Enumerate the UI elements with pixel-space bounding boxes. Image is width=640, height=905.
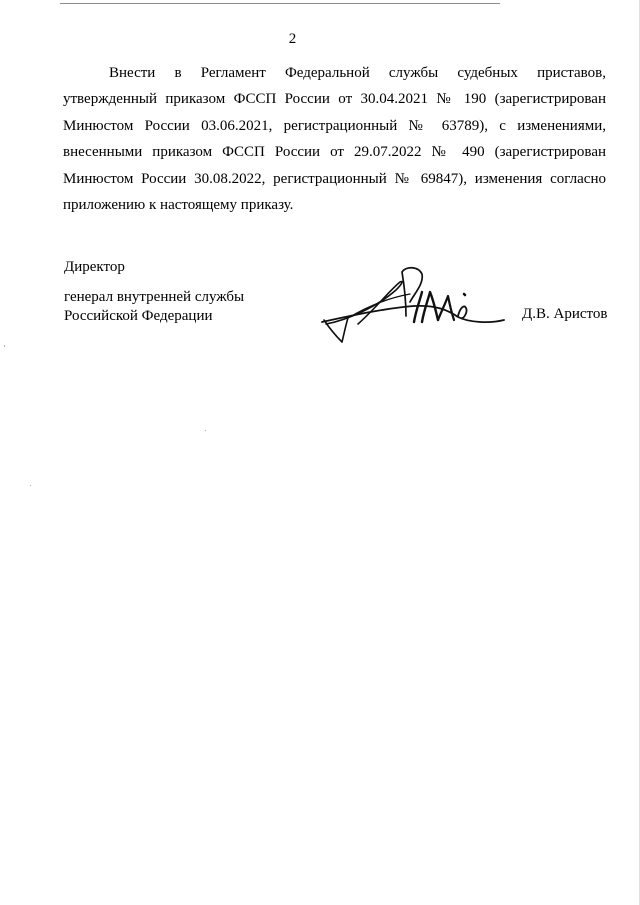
- scan-speck: [4, 345, 5, 347]
- scan-speck: [30, 485, 31, 486]
- signer-rank-line-2: Российской Федерации: [64, 308, 213, 324]
- main-paragraph: Внести в Регламент Федеральной службы судебных приставов, утвержденный приказом ФССП России от 30.04.2021 № 190 (зарегистрирован Минюстом России 03.06.2021, регистрационный № 63789), с изменениями, внесенными приказом ФССП России от 29.07.2022 № 490 (зарегистрирован Минюстом России 30.08.2022, регистрационный № 69847), изменения согласно приложению к настоящему приказу.: [63, 65, 606, 214]
- signer-name: Д.В. Аристов: [522, 306, 608, 322]
- signer-position: Директор: [64, 259, 125, 275]
- signer-rank-line-1: генерал внутренней службы: [64, 289, 245, 305]
- scan-edge-line: [60, 3, 500, 4]
- scan-speck: [205, 430, 206, 431]
- signer-rank: [64, 288, 244, 326]
- handwritten-signature: [318, 262, 508, 344]
- page-number: 2: [288, 31, 297, 47]
